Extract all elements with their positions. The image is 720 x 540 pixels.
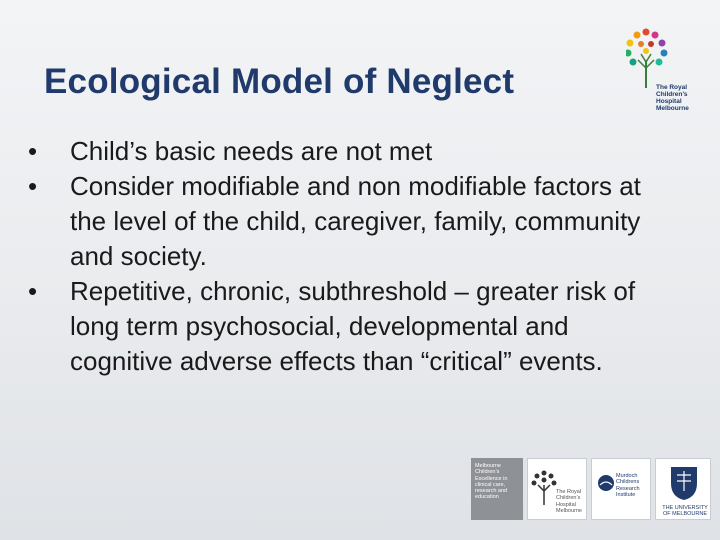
bullet-text: Consider modifiable and non modifiable factors at the level of the child, caregiver, family, community and society. (70, 171, 641, 271)
rch-logo-text: The Royal Children’s Hospital Melbourne (656, 84, 689, 112)
tree-icon (626, 18, 698, 88)
partner-logos (471, 458, 711, 520)
rch-logo (626, 18, 698, 112)
bullet-item (28, 134, 668, 169)
mcri-text: Murdoch Childrens Research Institute (616, 473, 640, 498)
rch-partner-logo (527, 458, 587, 520)
globe-icon (596, 473, 616, 493)
unimelb-logo (655, 458, 711, 520)
bullet-item (28, 169, 668, 274)
bullet-symbol: • (28, 136, 38, 166)
slide-title: Ecological Model of Neglect (44, 62, 515, 101)
melbourne-childrens-text: Melbourne Children’s Excellence in clinical care, research and education (475, 463, 508, 501)
bullet-symbol: • (28, 276, 38, 306)
bullet-text: Repetitive, chronic, subthreshold – greater risk of long term psychosocial, developmental and cognitive adverse effects than “critical” events. (70, 276, 636, 376)
bullet-item (28, 274, 668, 379)
rch-partner-text: The Royal Children’s Hospital Melbourne (556, 489, 582, 514)
tree-icon (530, 467, 558, 507)
bullet-symbol: • (28, 171, 38, 201)
bullet-text: Child’s basic needs are not met (70, 136, 433, 166)
melbourne-childrens-logo (471, 458, 523, 520)
bullet-list (28, 134, 668, 379)
mcri-logo (591, 458, 651, 520)
crest-icon (669, 465, 699, 501)
unimelb-text: THE UNIVERSITY OF MELBOURNE (662, 505, 708, 518)
